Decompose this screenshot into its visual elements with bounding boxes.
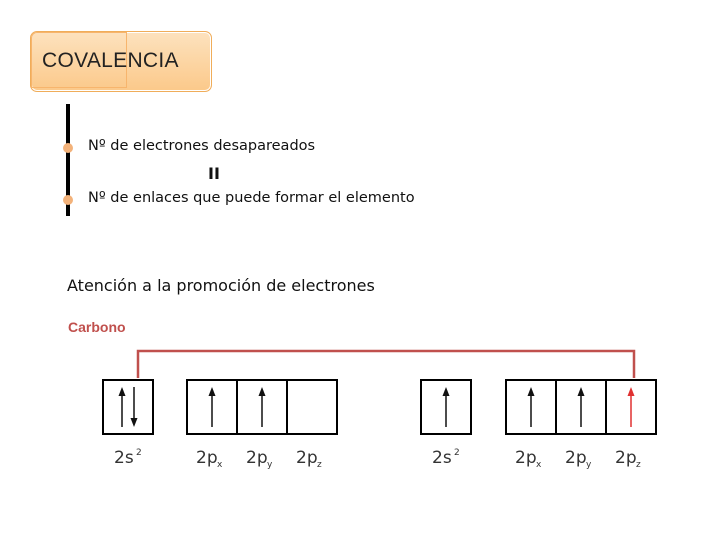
orbital-label: 2p (246, 448, 268, 468)
orbital-label: 2s (114, 448, 134, 468)
orbital-subscript: x (536, 460, 542, 470)
orbital-subscript: x (217, 460, 223, 470)
orbital-superscript: 2 (454, 448, 460, 458)
orbital-subscript: y (586, 460, 592, 470)
orbital-label: 2p (515, 448, 537, 468)
arrowhead-up (628, 387, 635, 396)
orbital-label: 2p (296, 448, 318, 468)
element-label: Carbono (68, 319, 126, 335)
attention-heading: Atención a la promoción de electrones (67, 276, 375, 295)
arrowhead-up (528, 387, 535, 396)
orbital-subscript: y (267, 460, 273, 470)
orbital-label: 2p (196, 448, 218, 468)
orbital-superscript: 2 (136, 448, 142, 458)
arrowhead-up (209, 387, 216, 396)
arrowhead-up (119, 387, 126, 396)
orbital-label: 2s (432, 448, 452, 468)
rule-line-2: Nº de enlaces que puede formar el elemento (88, 190, 415, 206)
arrowhead-up (259, 387, 266, 396)
rule-equals: II (208, 164, 220, 183)
arrowhead-up (443, 387, 450, 396)
orbital-box-group (103, 380, 153, 434)
arrowhead-up (578, 387, 585, 396)
rule-line-1: Nº de electrones desapareados (88, 138, 316, 154)
page-title: COVALENCIA (42, 49, 179, 72)
orbital-subscript: z (636, 460, 641, 470)
promotion-bracket (138, 351, 634, 378)
orbital-label: 2p (615, 448, 637, 468)
arrowhead-down (131, 418, 138, 427)
orbital-label: 2p (565, 448, 587, 468)
orbital-subscript: z (317, 460, 322, 470)
